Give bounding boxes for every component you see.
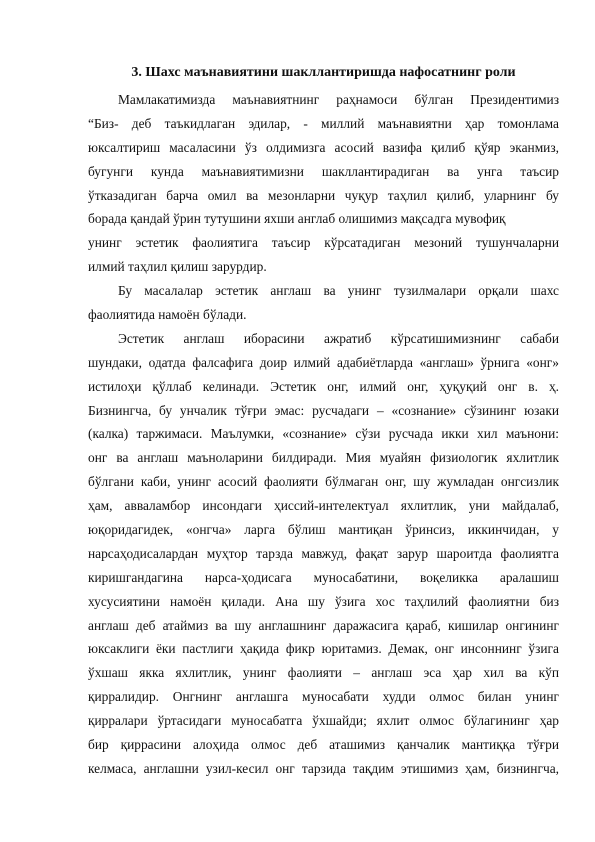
text-line: юксалтириш масаласини ўз олдимизга асосий вазифа қилиб қўяр эканмиз,: [88, 139, 559, 155]
text-line: илмий таҳлил қилиш зарурдир.: [88, 259, 267, 275]
section-title: 3. Шахс маънавиятини шакллантиришда нафосатнинг роли: [131, 65, 516, 80]
text-line: қирралидир. Онгнинг англашга муносабати худди олмос билан унинг: [88, 689, 559, 705]
text-line: нарсаҳодисалардан муҳтор тарзда мавжуд, фақат зарур шароитда фаолиятга: [88, 545, 559, 561]
text-line: онг ва англаш маъноларини билдиради. Мия муайян физиологик яхлитлик: [88, 450, 559, 466]
text-line: бир қиррасини алоҳида олмос деб аташимиз қанчалик мантиққа тўғри: [88, 737, 559, 753]
text-line: ўтказадиган барча омил ва мезонларни чуқур таҳлил қилиб, уларнинг бу: [88, 187, 559, 203]
text-line: фаолиятида намоён бўлади.: [88, 307, 247, 323]
text-line: истилоҳи қўллаб келинади. Эстетик онг, илмий онг, ҳуқуқий онг в. ҳ.: [88, 378, 559, 394]
text-line: бўлгани каби, унинг асосий фаолияти бўлмаган онг, шу жумладан онгсизлик: [88, 474, 559, 490]
text-line: бугунги кунда маънавиятимизни шакллантирадиган ва унга таъсир: [88, 163, 559, 179]
text-line: “Биз- деб таъкидлаган эдилар, - миллий маънавиятни ҳар томонлама: [88, 115, 559, 131]
text-line: киришгандагина нарса-ҳодисага муносабатини, воқеликка аралашиш: [88, 569, 559, 585]
text-line: англаш деб атаймиз ва шу англашнинг даражасига қараб, кишилар онгининг: [88, 617, 559, 633]
text-line: (калка) таржимаси. Маълумки, «сознание» сўзи русчада икки хил маънони:: [88, 426, 559, 442]
text-line: борада қандай ўрин тутушини яхши англаб олишимиз мақсадга мувофиқ: [88, 211, 506, 227]
text-line: шундаки, одатда фалсафига доир илмий адабиётларда «англаш» ўрнига «онг»: [88, 354, 559, 370]
text-line: Бизнингча, бу унчалик тўғри эмас: русчадаги – «сознание» сўзининг юзаки: [88, 402, 559, 418]
text-line: ҳам, авваламбор инсондаги ҳиссий-интелектуал яхлитлик, уни майдалаб,: [88, 498, 559, 514]
document-page: [88, 62, 559, 781]
text-line: қирралари ўртасидаги муносабатга ўхшайди; яхлит олмос бўлагининг ҳар: [88, 713, 559, 729]
text-line: келмаса, англашни узил-кесил онг тарзида тақдим этишимиз ҳам, бизнингча,: [88, 760, 559, 776]
text-line: хусусиятини намоён қилади. Ана шу ўзига хос таҳлилий фаолиятни биз: [88, 593, 559, 609]
text-line: унинг эстетик фаолиятига таъсир кўрсатадиган мезоний тушунчаларни: [88, 235, 559, 251]
text-line: Эстетик англаш иборасини ажратиб кўрсатишимизнинг сабаби: [118, 330, 559, 346]
text-line: ўхшаш якка яхлитлик, унинг фаолияти – англаш эса ҳар хил ва кўп: [88, 665, 559, 681]
text-line: юқоридагидек, «онгча» ларга бўлиш мантиқан ўринсиз, иккинчидан, у: [88, 522, 559, 538]
text-line: Мамлакатимизда маънавиятнинг раҳнамоси бўлган Президентимиз: [118, 92, 559, 107]
text-line: Бу масалалар эстетик англаш ва унинг тузилмалари орқали шахс: [118, 283, 559, 299]
text-line: юксаклиги ёки пастлиги ҳақида фикр юритамиз. Демак, онг инсоннинг ўзига: [88, 641, 559, 657]
